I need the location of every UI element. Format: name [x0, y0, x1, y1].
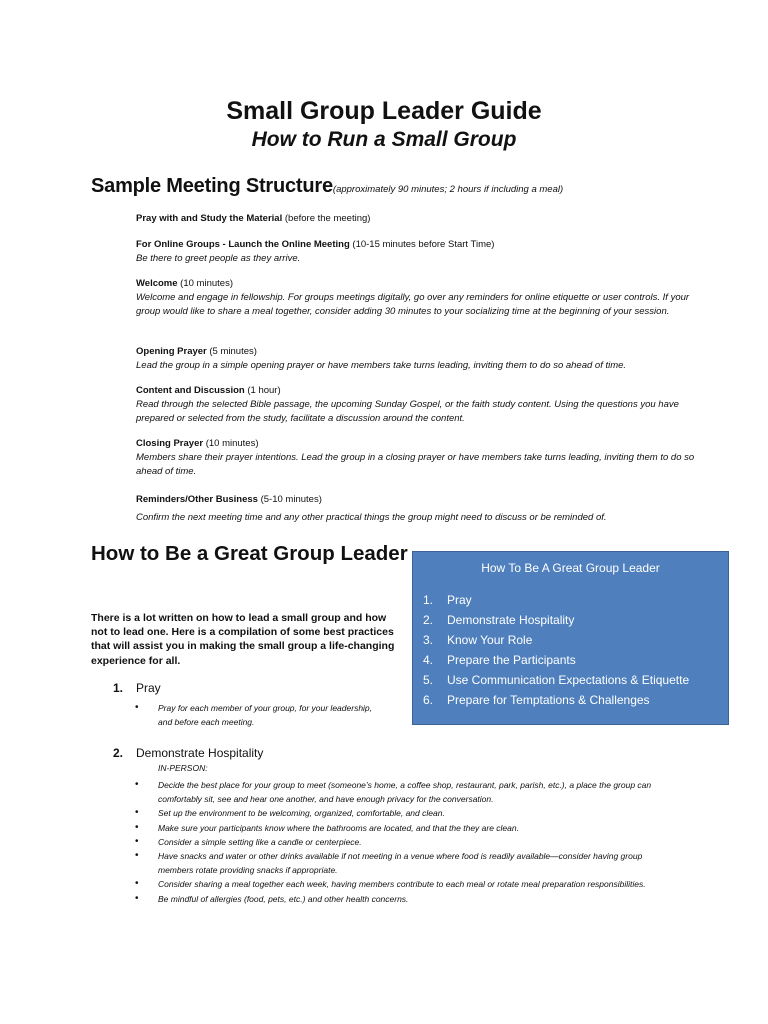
section-time: (10 minutes)	[177, 278, 233, 289]
document-subtitle: How to Run a Small Group	[251, 128, 517, 151]
meeting-section-opening-prayer	[136, 345, 696, 373]
section-description: Lead the group in a simple opening prayer or have members take turns leading, inviting them to do so ahead of time.	[136, 360, 627, 371]
section-description: Be there to greet people as they arrive.	[136, 253, 301, 264]
summary-item	[423, 590, 689, 610]
practice-pray-bullets	[135, 701, 375, 729]
practice-hospitality-bullets	[135, 778, 680, 906]
section-time: (before the meeting)	[282, 213, 371, 224]
summary-item-number: 4.	[423, 653, 434, 667]
section-title: Welcome	[136, 278, 178, 289]
meeting-structure-title: Sample Meeting Structure	[91, 175, 333, 197]
section-time: (10-15 minutes before Start Time)	[349, 239, 495, 250]
bullet-item: • Have snacks and water or other drinks available if not meeting in a venue where food is readily available—consider having group members rotate providing snacks if appropriate.	[135, 849, 680, 877]
bullet-item: • Make sure your participants know where the bathrooms are located, and that the they are clean.	[135, 821, 680, 835]
section-description: Members share their prayer intentions. Lead the group in a closing prayer or have members take turns leading, inviting them to do so ahead of time.	[136, 452, 695, 477]
practice-hospitality-heading	[113, 746, 263, 760]
summary-item	[423, 650, 689, 670]
section-time: (10 minutes)	[203, 438, 259, 449]
summary-item-label: Demonstrate Hospitality	[447, 613, 575, 627]
bullet-item: • Decide the best place for your group to meet (someone’s home, a coffee shop, restaurant, park, parish, etc.), a place the group can comfortably sit, see and hear one another, and have enough privacy for the conversation.	[135, 778, 680, 806]
practice-label: Demonstrate Hospitality	[136, 746, 264, 760]
meeting-section-reminders	[136, 493, 696, 525]
meeting-section-closing-prayer	[136, 437, 696, 479]
summary-item-number: 2.	[423, 613, 434, 627]
meeting-duration-note: (approximately 90 minutes; 2 hours if including a meal)	[332, 184, 564, 195]
summary-item-label: Prepare for Temptations & Challenges	[447, 693, 650, 707]
practice-pray-heading	[113, 681, 161, 695]
section-description: Read through the selected Bible passage, the upcoming Sunday Gospel, or the faith study content. Using the questions you have prepared or selected from the study, facilitate a discussion around the content.	[136, 399, 679, 424]
great-leader-intro: There is a lot written on how to lead a small group and how not to lead one. Here is a compilation of some best practices that will assist you in making the small group a life-changing experience for all.	[91, 612, 395, 667]
summary-item-number: 6.	[423, 693, 434, 707]
bullet-item: • Set up the environment to be welcoming, organized, comfortable, and clean.	[135, 806, 680, 820]
bullet-item: • Consider a simple setting like a candle or centerpiece.	[135, 835, 680, 849]
summary-item	[423, 670, 689, 690]
summary-box-list	[423, 590, 689, 710]
summary-item	[423, 630, 689, 650]
meeting-section-online-launch	[136, 238, 696, 266]
summary-item-number: 5.	[423, 673, 434, 687]
great-leader-summary-box	[412, 551, 729, 725]
section-title: Closing Prayer	[136, 438, 204, 449]
summary-item	[423, 690, 689, 710]
in-person-label: IN-PERSON:	[158, 763, 208, 773]
section-time: (5 minutes)	[206, 346, 257, 357]
section-description: Confirm the next meeting time and any other practical things the group might need to discuss or be reminded of.	[136, 512, 607, 523]
section-title: Content and Discussion	[136, 385, 245, 396]
meeting-section-content-discussion	[136, 384, 696, 426]
meeting-section-welcome	[136, 277, 696, 319]
summary-item	[423, 610, 689, 630]
bullet-item: • Consider sharing a meal together each week, having members contribute to each meal or rotate meal preparation responsibilities.	[135, 877, 680, 891]
meeting-section-study	[136, 212, 696, 226]
section-title: Reminders/Other Business	[136, 494, 258, 505]
summary-item-number: 3.	[423, 633, 434, 647]
section-time: (5-10 minutes)	[257, 494, 322, 505]
practice-number: 2.	[113, 746, 124, 760]
section-time: (1 hour)	[244, 385, 281, 396]
summary-item-number: 1.	[423, 593, 434, 607]
section-title: Pray with and Study the Material	[136, 213, 283, 224]
meeting-structure-heading	[91, 175, 563, 198]
section-title: For Online Groups - Launch the Online Meeting	[136, 239, 350, 250]
section-description: Welcome and engage in fellowship. For groups meetings digitally, go over any reminders for online etiquette or user controls. If your group would like to share a meal together, consider adding 30 minutes to your socializing time at the beginning of your session.	[136, 292, 690, 317]
summary-item-label: Know Your Role	[447, 633, 533, 647]
summary-box-title: How To Be A Great Group Leader	[481, 561, 660, 575]
section-title: Opening Prayer	[136, 346, 207, 357]
bullet-item: • Be mindful of allergies (food, pets, etc.) and other health concerns.	[135, 892, 680, 906]
summary-item-label: Prepare the Participants	[447, 653, 576, 667]
document-title: Small Group Leader Guide	[226, 97, 542, 125]
summary-item-label: Pray	[447, 593, 472, 607]
practice-label: Pray	[136, 681, 161, 695]
bullet-item: • Pray for each member of your group, for your leadership, and before each meeting.	[135, 701, 375, 729]
summary-item-label: Use Communication Expectations & Etiquette	[447, 673, 690, 687]
great-leader-heading: How to Be a Great Group Leader	[91, 542, 408, 565]
practice-number: 1.	[113, 681, 124, 695]
